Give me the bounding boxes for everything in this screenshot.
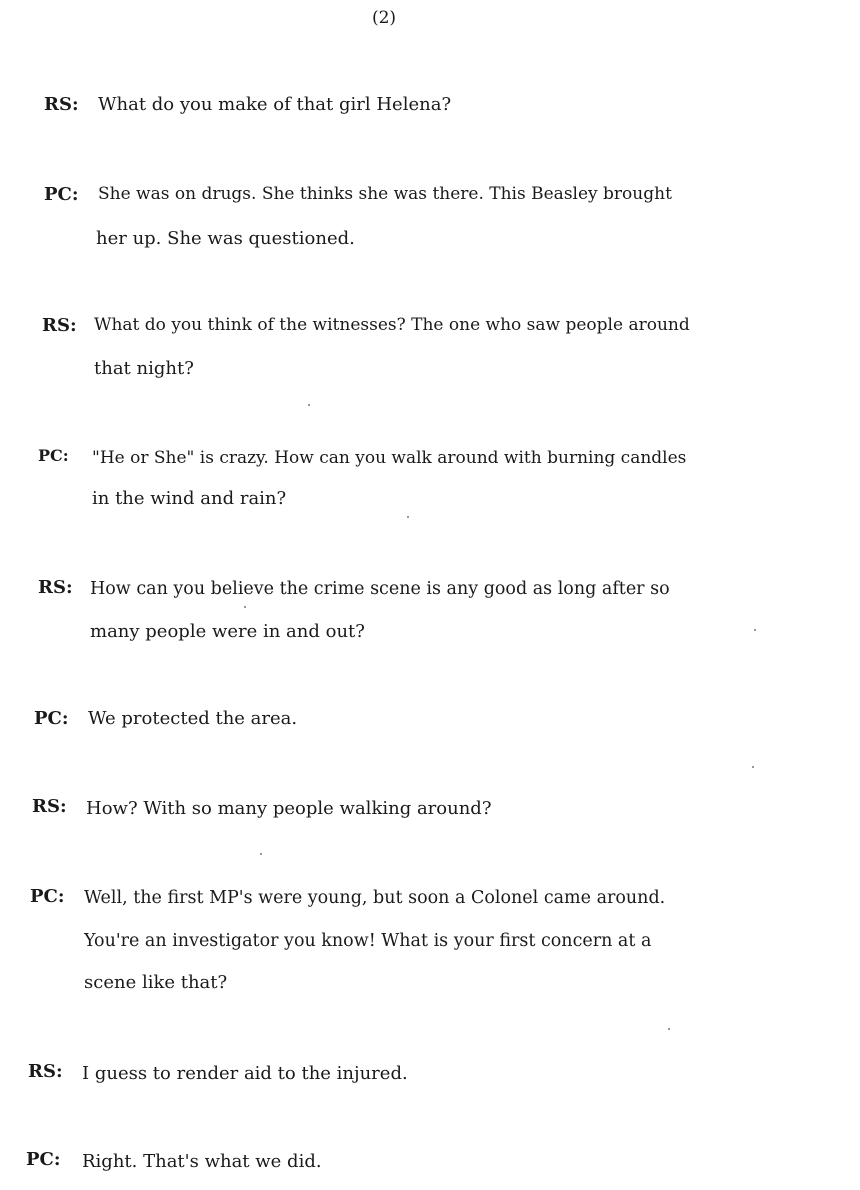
speaker-label: PC:: [44, 184, 79, 205]
scan-speck: [308, 404, 310, 406]
dialogue-line: scene like that?: [84, 972, 228, 993]
speaker-label: RS:: [44, 94, 79, 115]
speaker-label: PC:: [26, 1149, 61, 1170]
dialogue-line: We protected the area.: [88, 708, 298, 729]
dialogue-line: in the wind and rain?: [92, 488, 287, 509]
dialogue-line: I guess to render aid to the injured.: [82, 1063, 408, 1084]
speaker-label: PC:: [30, 886, 65, 907]
speaker-label: RS:: [28, 1061, 63, 1082]
scan-speck: [407, 516, 409, 518]
speaker-label: PC:: [34, 708, 69, 729]
dialogue-line: "He or She" is crazy. How can you walk around with burning candles: [92, 448, 687, 468]
dialogue-line: What do you make of that girl Helena?: [98, 94, 452, 115]
dialogue-line: Well, the first MP's were young, but soon a Colonel came around.: [84, 888, 666, 908]
page-number: (2): [371, 8, 397, 28]
dialogue-line: She was on drugs. She thinks she was there. This Beasley brought: [98, 184, 672, 204]
scan-speck: [752, 766, 754, 768]
dialogue-line: What do you think of the witnesses? The one who saw people around: [94, 315, 690, 335]
speaker-label: RS:: [42, 315, 77, 336]
speaker-label: PC:: [38, 446, 69, 465]
scan-speck: [668, 1028, 670, 1030]
dialogue-line: that night?: [94, 358, 194, 379]
scan-speck: [260, 853, 262, 855]
dialogue-line: many people were in and out?: [90, 621, 365, 642]
dialogue-line: How can you believe the crime scene is any good as long after so: [90, 579, 670, 599]
dialogue-line: How? With so many people walking around?: [86, 798, 492, 819]
speaker-label: RS:: [32, 796, 67, 817]
scan-speck: [754, 629, 756, 631]
dialogue-line: You're an investigator you know! What is your first concern at a: [84, 931, 652, 951]
dialogue-line: Right. That's what we did.: [82, 1151, 322, 1172]
speaker-label: RS:: [38, 577, 73, 598]
scan-speck: [244, 606, 246, 608]
dialogue-line: her up. She was questioned.: [96, 228, 355, 249]
